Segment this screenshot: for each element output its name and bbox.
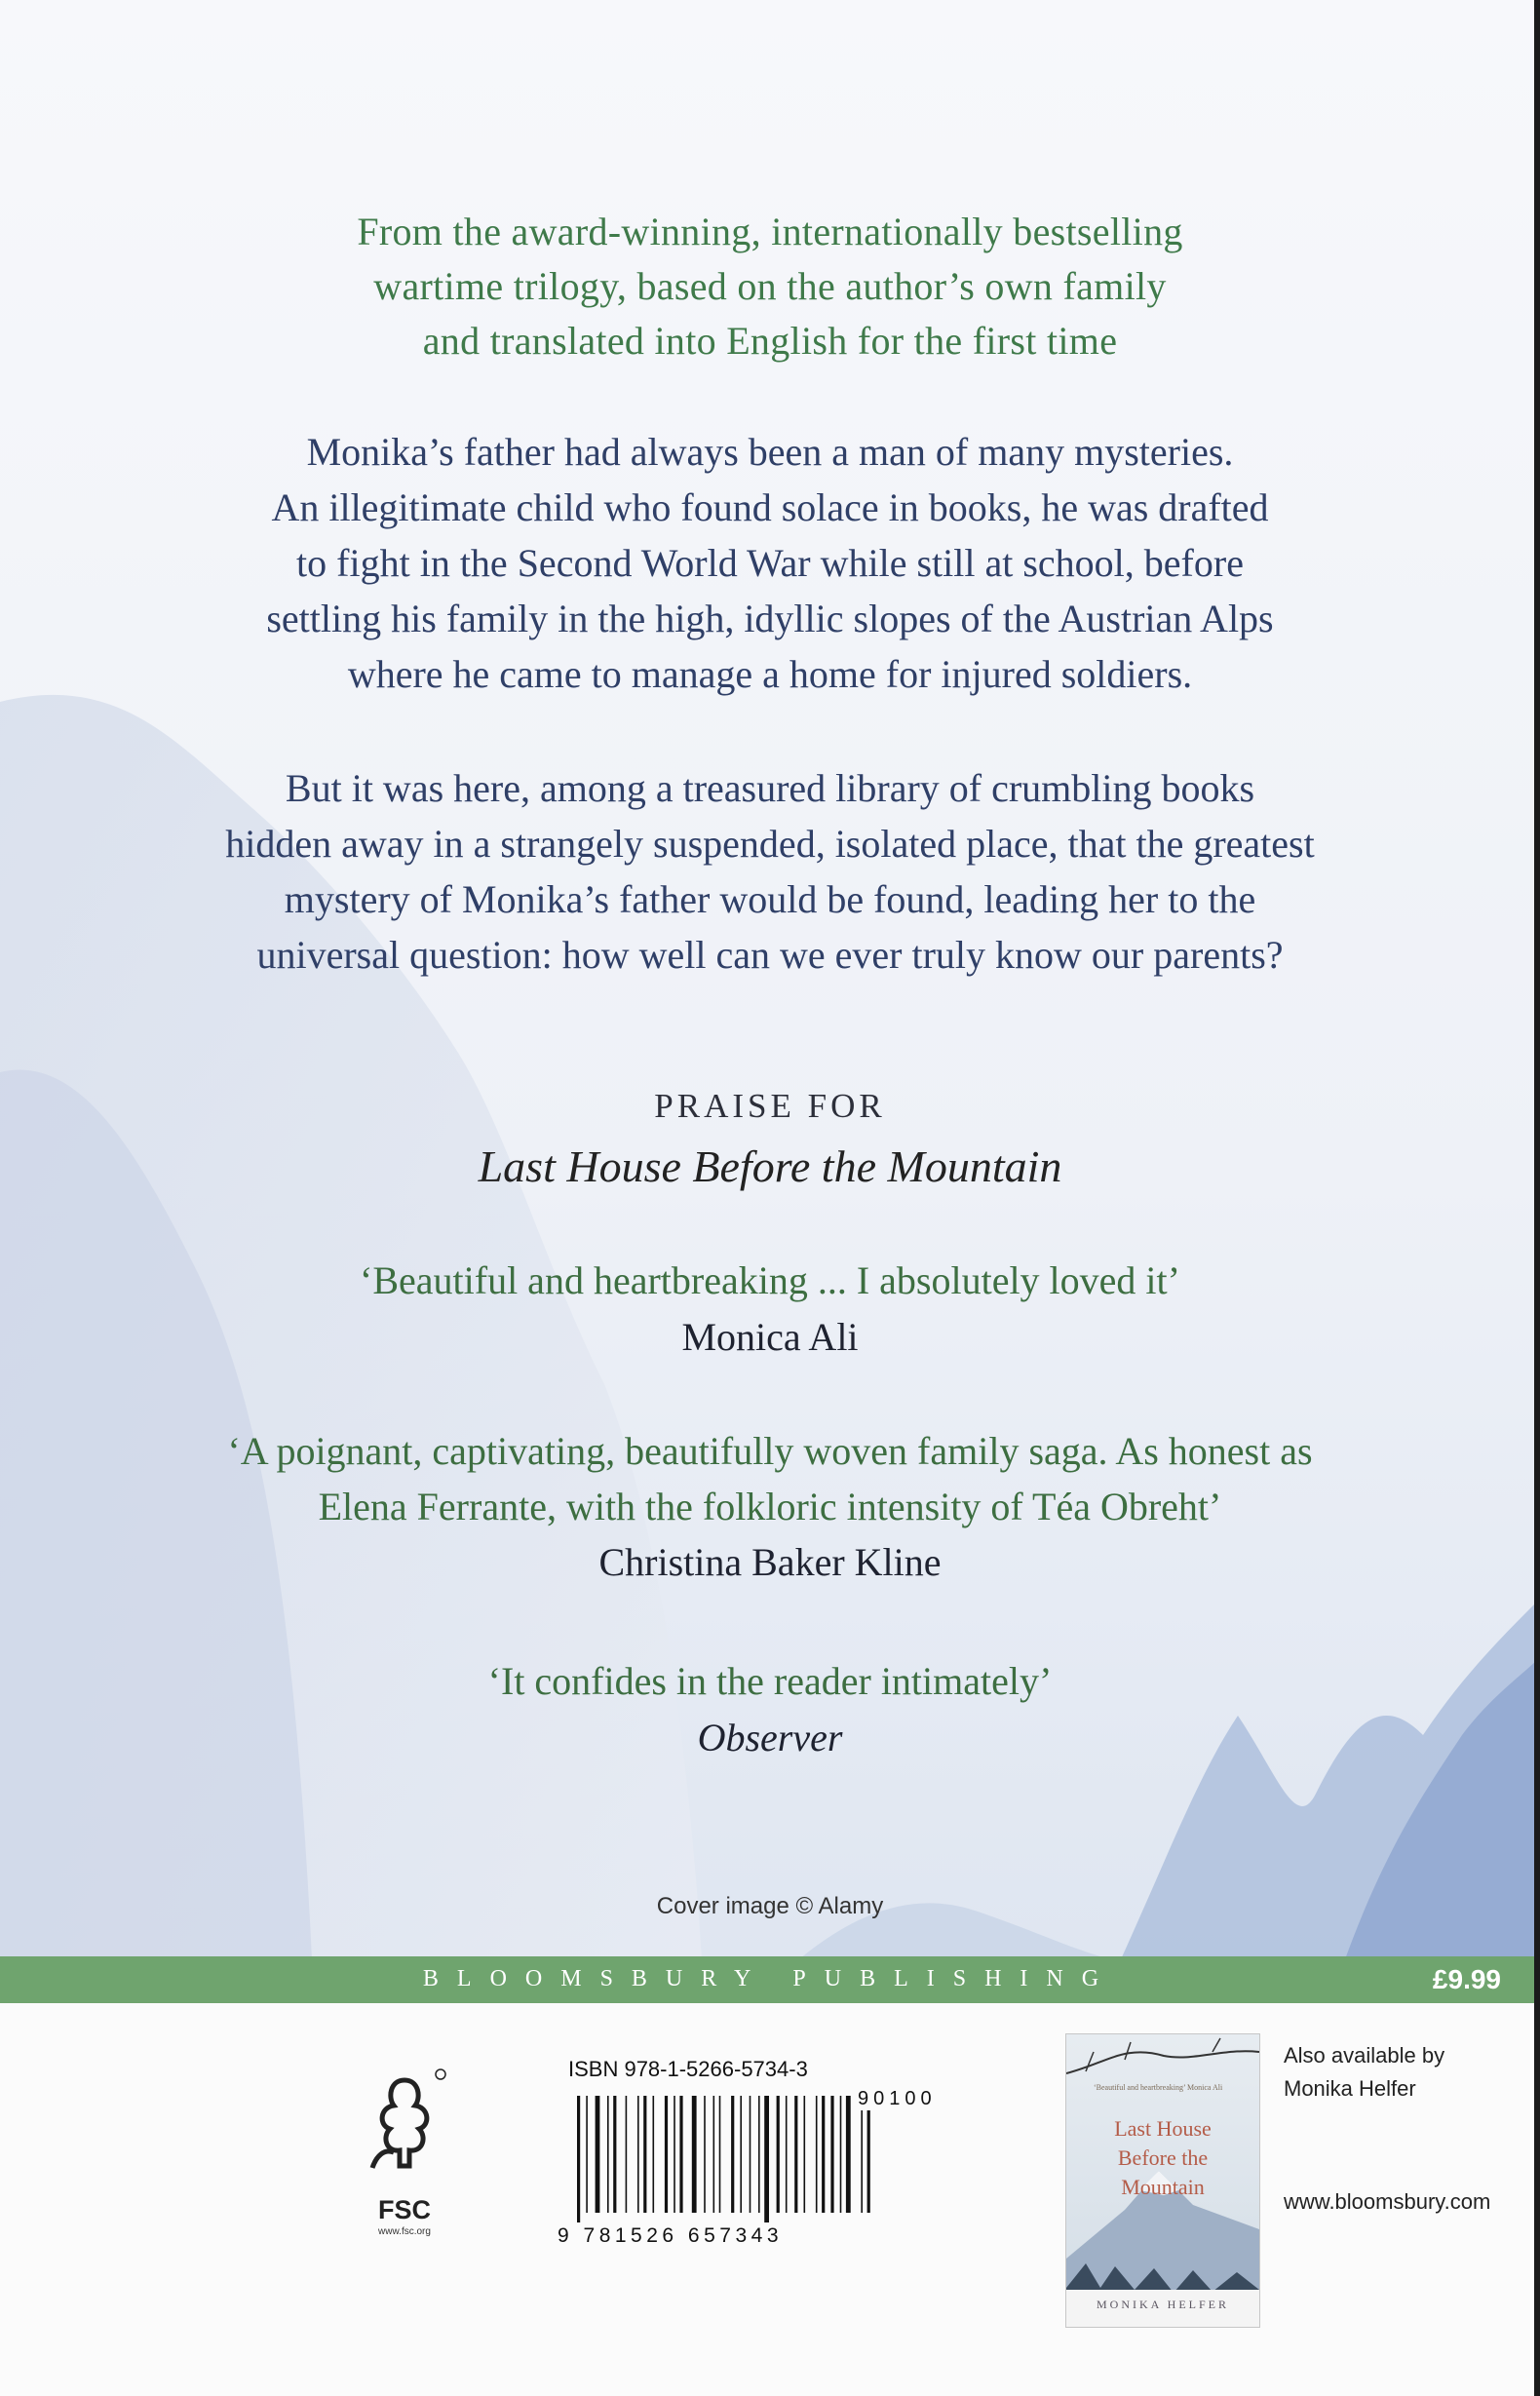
tagline-line: From the award-winning, internationally bestselling (357, 210, 1183, 253)
barcode-bar (830, 2096, 833, 2213)
barcode-bar (665, 2096, 668, 2213)
barcode-bar (750, 2096, 751, 2213)
blurb-line: An illegitimate child who found solace in books, he was drafted (271, 485, 1269, 529)
barcode-bar (626, 2096, 628, 2213)
barcode-bar (764, 2096, 769, 2222)
barcode-bar (607, 2096, 609, 2213)
barcode-bar (840, 2096, 842, 2213)
barcode-bar (816, 2096, 818, 2213)
barcode-bar (713, 2096, 715, 2213)
blurb-line: where he came to manage a home for injured soldiers. (347, 652, 1193, 696)
cover-image-credit: Cover image © Alamy (656, 1893, 884, 1919)
barcode-bar (586, 2096, 588, 2213)
also-available-note (1284, 2039, 1444, 2106)
mini-cover-title (1066, 2114, 1259, 2202)
barcode-bar (777, 2096, 780, 2213)
fsc-label: FSC (378, 2195, 431, 2224)
barcode (556, 2096, 984, 2222)
barcode-bar (613, 2096, 616, 2213)
blurb-line: But it was here, among a treasured library of crumbling books (285, 766, 1255, 810)
review-author-3: Observer (697, 1716, 843, 1759)
review-quote-2 (0, 1423, 1540, 1534)
barcode-bar (822, 2096, 825, 2213)
barcode-bar (643, 2096, 646, 2213)
barcode-bar (653, 2096, 655, 2213)
barcode-bar (758, 2096, 760, 2213)
isbn-number: ISBN 978-1-5266-5734-3 (568, 2057, 808, 2081)
also-available-line: Also available by (1284, 2043, 1445, 2068)
barcode-bar (704, 2096, 706, 2213)
barcode-bar (740, 2096, 742, 2213)
blurb-line: Monika’s father had always been a man of many mysteries. (306, 430, 1234, 474)
barcode-bar (786, 2096, 788, 2213)
praise-heading: PRAISE FOR (654, 1087, 886, 1125)
publisher-website: www.bloomsbury.com (1284, 2189, 1491, 2214)
barcode-bar (719, 2096, 721, 2213)
barcode-bar (577, 2096, 580, 2222)
barcode-bar (731, 2096, 734, 2213)
related-book-cover (1065, 2033, 1260, 2328)
blurb-line: hidden away in a strangely suspended, isolated place, that the greatest (225, 822, 1315, 866)
barcode-bar (861, 2096, 863, 2213)
review-quote-line: ‘A poignant, captivating, beautifully woven family saga. As honest as (227, 1429, 1313, 1473)
mini-cover-title-line: Last House (1114, 2116, 1212, 2141)
barcode-bar (794, 2096, 797, 2213)
review-quote-line: Elena Ferrante, with the folkloric intensity of Téa Obreht’ (318, 1485, 1222, 1528)
mini-cover-author: MONIKA HELFER (1096, 2298, 1229, 2311)
blurb-paragraph-1 (0, 424, 1540, 702)
barcode-bar (692, 2096, 697, 2213)
barcode-bar (596, 2096, 600, 2213)
fsc-url: www.fsc.org (378, 2226, 431, 2237)
review-quote-1: ‘Beautiful and heartbreaking ... I absolutely loved it’ (360, 1258, 1180, 1302)
barcode-digits: 9 781526 657343 (558, 2224, 783, 2247)
price: £9.99 (1432, 1964, 1501, 1994)
barcode-bar (674, 2096, 675, 2213)
barcode-bar (679, 2096, 682, 2213)
publisher-bar (0, 1956, 1540, 2003)
blurb-paragraph-2 (0, 760, 1540, 983)
also-available-line: Monika Helfer (1284, 2076, 1416, 2101)
tagline-line: and translated into English for the first time (422, 319, 1118, 363)
blurb-line: mystery of Monika’s father would be found, leading her to the (284, 877, 1256, 921)
blurb-line: to fight in the Second World War while still at school, before (296, 541, 1244, 585)
praise-book-title: Last House Before the Mountain (478, 1141, 1062, 1191)
barcode-price-code: 90100 (858, 2088, 937, 2109)
publisher-name: BLOOMSBURY PUBLISHING (422, 1966, 1118, 1991)
blurb-line: universal question: how well can we ever truly know our parents? (256, 933, 1284, 977)
mini-cover-title-line: Before the (1117, 2145, 1209, 2170)
review-author-1: Monica Ali (681, 1315, 859, 1359)
blurb-line: settling his family in the high, idyllic slopes of the Austrian Alps (266, 597, 1274, 640)
mini-cover-title-line: Mountain (1121, 2175, 1205, 2199)
tagline-line: wartime trilogy, based on the author’s own family (373, 264, 1167, 308)
barcode-bar (846, 2096, 851, 2213)
review-quote-3: ‘It confides in the reader intimately’ (487, 1659, 1053, 1703)
review-author-2: Christina Baker Kline (598, 1540, 942, 1584)
barcode-bar (867, 2096, 870, 2213)
mini-cover-quote: ‘Beautiful and heartbreaking’ Monica Ali (1094, 2083, 1223, 2092)
barcode-bar (637, 2096, 639, 2213)
tagline (0, 205, 1540, 368)
barcode-bar (804, 2096, 806, 2213)
cover-edge (1534, 0, 1540, 2396)
